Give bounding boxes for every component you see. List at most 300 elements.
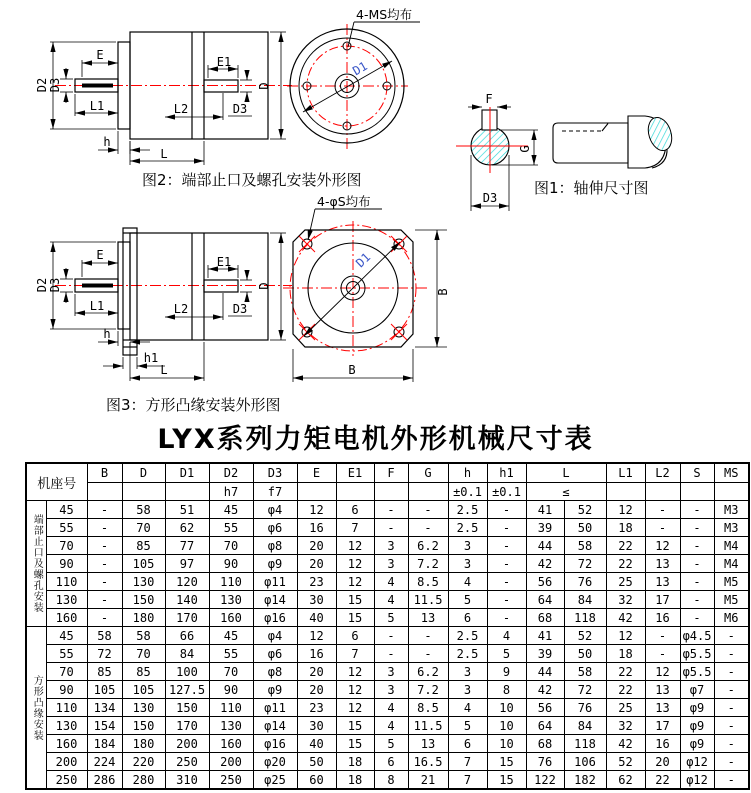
column-subheader: ≤ xyxy=(526,483,606,501)
table-row xyxy=(26,537,749,555)
table-cell: 280 xyxy=(122,771,165,790)
table-cell: 118 xyxy=(564,735,606,753)
table-cell: 52 xyxy=(564,501,606,519)
column-subheader xyxy=(297,483,336,501)
table-cell: 58 xyxy=(122,627,165,645)
table-header xyxy=(26,463,749,501)
table-cell: - xyxy=(645,501,680,519)
table-cell: 15 xyxy=(487,771,526,790)
table-cell: φ25 xyxy=(253,771,297,790)
table-cell: 11.5 xyxy=(408,717,448,735)
table-cell: 39 xyxy=(526,519,564,537)
table-cell: 77 xyxy=(165,537,209,555)
table-cell: 160 xyxy=(209,735,253,753)
table-cell: 16 xyxy=(297,645,336,663)
table-cell: 11.5 xyxy=(408,591,448,609)
table-cell: - xyxy=(487,609,526,627)
keyway-mark xyxy=(82,284,113,288)
dim-label-d3: D3 xyxy=(232,102,248,116)
table-cell: 6 xyxy=(336,627,374,645)
table-cell: 16 xyxy=(645,609,680,627)
table-cell: 13 xyxy=(645,555,680,573)
table-cell: 45 xyxy=(209,501,253,519)
table-cell: - xyxy=(374,519,408,537)
table-cell: 13 xyxy=(408,609,448,627)
fig3-bolt-note: 4-φS均布 xyxy=(317,194,371,209)
column-subheader xyxy=(336,483,374,501)
table-cell: 100 xyxy=(165,663,209,681)
table-cell: - xyxy=(408,519,448,537)
table-cell: 130 xyxy=(122,699,165,717)
column-header: D xyxy=(122,463,165,483)
fig3-front-dimensions xyxy=(293,230,447,382)
dim-label-d3: D3 xyxy=(482,191,498,205)
table-cell: φ11 xyxy=(253,573,297,591)
table-cell: 84 xyxy=(564,717,606,735)
table-cell: - xyxy=(87,573,122,591)
table-cell: 55 xyxy=(209,519,253,537)
table-cell: 44 xyxy=(526,537,564,555)
table-cell: 120 xyxy=(165,573,209,591)
table-cell: 70 xyxy=(209,537,253,555)
table-cell: 4 xyxy=(374,573,408,591)
dim-label-l2: L2 xyxy=(173,102,189,116)
table-cell: - xyxy=(87,555,122,573)
table-cell: φ14 xyxy=(253,591,297,609)
table-cell: 40 xyxy=(297,609,336,627)
table-cell: 12 xyxy=(297,627,336,645)
row-header-cell: 70 xyxy=(46,537,87,555)
dim-label-l: L xyxy=(160,363,168,377)
fig2-dimensions xyxy=(50,32,286,165)
table-cell: 68 xyxy=(526,609,564,627)
table-cell: - xyxy=(487,537,526,555)
table-cell: 150 xyxy=(122,591,165,609)
table-cell: 13 xyxy=(408,735,448,753)
column-subheader: ±0.1 xyxy=(448,483,487,501)
row-group-label: 端部止口及螺孔安装 xyxy=(26,501,46,627)
row-header-cell: 45 xyxy=(46,501,87,519)
table-cell: 25 xyxy=(606,573,645,591)
fig2-caption: 图2：端部止口及螺孔安装外形图 xyxy=(142,171,362,189)
table-cell: 41 xyxy=(526,501,564,519)
table-cell: 150 xyxy=(165,699,209,717)
table-cell: 4 xyxy=(374,591,408,609)
table-cell: - xyxy=(87,501,122,519)
table-cell: - xyxy=(645,645,680,663)
table-cell: 58 xyxy=(564,537,606,555)
table-cell: 50 xyxy=(297,753,336,771)
column-header: MS xyxy=(714,463,749,483)
table-cell: 15 xyxy=(487,753,526,771)
table-cell: 4 xyxy=(374,717,408,735)
table-cell: 220 xyxy=(122,753,165,771)
fig3-dimensions xyxy=(50,233,286,381)
column-subheader: h7 xyxy=(209,483,253,501)
table-cell: M5 xyxy=(714,573,749,591)
table-cell: 20 xyxy=(297,663,336,681)
table-cell: - xyxy=(680,573,714,591)
table-cell: 6.2 xyxy=(408,663,448,681)
shaft-break-mark xyxy=(644,114,675,153)
table-cell: φ6 xyxy=(253,645,297,663)
table-cell: 154 xyxy=(87,717,122,735)
table-cell: 62 xyxy=(606,771,645,790)
table-cell: 6.2 xyxy=(408,537,448,555)
table-cell: 12 xyxy=(645,537,680,555)
table-cell: 8.5 xyxy=(408,699,448,717)
table-cell: 6 xyxy=(448,609,487,627)
table-cell: 5 xyxy=(487,645,526,663)
table-cell: 12 xyxy=(336,555,374,573)
table-cell: - xyxy=(374,501,408,519)
table-cell: 3 xyxy=(448,681,487,699)
table-cell: 85 xyxy=(122,537,165,555)
table-cell: 4 xyxy=(448,573,487,591)
table-cell: φ9 xyxy=(680,735,714,753)
table-cell: 64 xyxy=(526,717,564,735)
table-cell: 58 xyxy=(87,627,122,645)
table-row xyxy=(26,573,749,591)
table-cell: 85 xyxy=(122,663,165,681)
column-subheader xyxy=(606,483,645,501)
table-cell: 8.5 xyxy=(408,573,448,591)
column-header: E xyxy=(297,463,336,483)
dim-label-e: E xyxy=(96,248,104,262)
table-cell: 110 xyxy=(209,573,253,591)
table-cell: 58 xyxy=(122,501,165,519)
column-subheader xyxy=(680,483,714,501)
table-cell: 21 xyxy=(408,771,448,790)
table-cell: 32 xyxy=(606,591,645,609)
row-header-cell: 200 xyxy=(46,753,87,771)
table-cell: 42 xyxy=(526,681,564,699)
table-cell: 118 xyxy=(564,609,606,627)
table-row xyxy=(26,735,749,753)
table-cell: 105 xyxy=(122,681,165,699)
table-cell: 13 xyxy=(645,699,680,717)
table-cell: 2.5 xyxy=(448,627,487,645)
dim-label-d3: D3 xyxy=(232,302,248,316)
table-cell: 2.5 xyxy=(448,645,487,663)
table-cell: 12 xyxy=(336,681,374,699)
table-cell: 105 xyxy=(87,681,122,699)
table-cell: 52 xyxy=(606,753,645,771)
table-cell: φ20 xyxy=(253,753,297,771)
dim-label-e1: E1 xyxy=(216,55,232,69)
table-cell: 55 xyxy=(209,645,253,663)
table-cell: 224 xyxy=(87,753,122,771)
table-cell: 127.5 xyxy=(165,681,209,699)
table-cell: 12 xyxy=(606,501,645,519)
table-cell: 76 xyxy=(564,699,606,717)
table-cell: 76 xyxy=(526,753,564,771)
table-cell: - xyxy=(680,537,714,555)
table-cell: φ9 xyxy=(680,699,714,717)
table-cell: 130 xyxy=(122,573,165,591)
table-cell: 286 xyxy=(87,771,122,790)
table-cell: 42 xyxy=(526,555,564,573)
table-cell: 10 xyxy=(487,699,526,717)
table-cell: - xyxy=(487,555,526,573)
table-cell: 170 xyxy=(165,717,209,735)
table-cell: M3 xyxy=(714,519,749,537)
column-header: L xyxy=(526,463,606,483)
table-cell: 16 xyxy=(645,735,680,753)
dim-label-e1: E1 xyxy=(216,255,232,269)
table-row xyxy=(26,609,749,627)
table-cell: 39 xyxy=(526,645,564,663)
table-cell: - xyxy=(374,645,408,663)
dim-label-h: h xyxy=(103,135,111,149)
fig3-caption: 图3：方形凸缘安装外形图 xyxy=(106,396,281,414)
table-cell: φ5.5 xyxy=(680,663,714,681)
table-cell: 58 xyxy=(564,663,606,681)
fig2-flange-front-view xyxy=(287,7,420,150)
row-header-cell: 130 xyxy=(46,717,87,735)
table-cell: - xyxy=(680,609,714,627)
table-cell: - xyxy=(87,519,122,537)
column-subheader xyxy=(165,483,209,501)
row-header-cell: 90 xyxy=(46,555,87,573)
table-cell: 140 xyxy=(165,591,209,609)
dim-label-d1: D1 xyxy=(350,58,370,79)
table-cell: 310 xyxy=(165,771,209,790)
table-cell: 17 xyxy=(645,717,680,735)
dim-label-d2: D2 xyxy=(35,77,49,93)
table-cell: 51 xyxy=(165,501,209,519)
table-cell: 68 xyxy=(526,735,564,753)
dim-label-d2: D2 xyxy=(35,277,49,293)
table-cell: 5 xyxy=(374,609,408,627)
table-cell: 22 xyxy=(606,537,645,555)
table-cell: 4 xyxy=(374,699,408,717)
table-cell: 20 xyxy=(645,753,680,771)
table-cell: 45 xyxy=(209,627,253,645)
dim-label-l1: L1 xyxy=(89,299,105,313)
column-header: D3 xyxy=(253,463,297,483)
table-cell: 84 xyxy=(165,645,209,663)
table-cell: 18 xyxy=(336,771,374,790)
table-cell: 13 xyxy=(645,573,680,591)
table-cell: - xyxy=(87,609,122,627)
table-row xyxy=(26,717,749,735)
table-cell: 76 xyxy=(564,573,606,591)
column-subheader: f7 xyxy=(253,483,297,501)
table-cell: φ9 xyxy=(680,717,714,735)
table-cell: 41 xyxy=(526,627,564,645)
table-cell: 70 xyxy=(122,519,165,537)
table-cell: 22 xyxy=(606,681,645,699)
table-cell: - xyxy=(680,591,714,609)
table-cell: 40 xyxy=(297,735,336,753)
table-cell: 5 xyxy=(448,717,487,735)
table-cell: 7.2 xyxy=(408,681,448,699)
table-cell: 72 xyxy=(564,681,606,699)
table-cell: 52 xyxy=(564,627,606,645)
dim-label-l1: L1 xyxy=(89,99,105,113)
table-cell: - xyxy=(487,573,526,591)
table-cell: 90 xyxy=(209,681,253,699)
table-cell: 6 xyxy=(448,735,487,753)
column-header: B xyxy=(87,463,122,483)
column-header: L2 xyxy=(645,463,680,483)
column-header: D1 xyxy=(165,463,209,483)
table-row xyxy=(26,753,749,771)
table-cell: φ6 xyxy=(253,519,297,537)
table-cell: φ8 xyxy=(253,663,297,681)
table-cell: 42 xyxy=(606,735,645,753)
row-header-cell: 55 xyxy=(46,645,87,663)
table-cell: M3 xyxy=(714,501,749,519)
fig2-bolt-note: 4-MS均布 xyxy=(356,7,413,22)
table-cell: 44 xyxy=(526,663,564,681)
column-subheader xyxy=(408,483,448,501)
table-cell: 12 xyxy=(606,627,645,645)
table-cell: 15 xyxy=(336,609,374,627)
table-cell: - xyxy=(714,663,749,681)
table-row xyxy=(26,663,749,681)
table-cell: 6 xyxy=(336,501,374,519)
table-cell: 15 xyxy=(336,591,374,609)
table-cell: 66 xyxy=(165,627,209,645)
table-cell: φ4.5 xyxy=(680,627,714,645)
column-header: h xyxy=(448,463,487,483)
table-cell: 184 xyxy=(87,735,122,753)
table-cell: 17 xyxy=(645,591,680,609)
table-cell: 12 xyxy=(336,573,374,591)
dim-label-e: E xyxy=(96,48,104,62)
table-cell: - xyxy=(487,501,526,519)
table-cell: 23 xyxy=(297,699,336,717)
table-cell: 23 xyxy=(297,573,336,591)
column-header-frame-size: 机座号 xyxy=(26,463,87,501)
fig1-shaft-view xyxy=(456,92,676,211)
table-row xyxy=(26,519,749,537)
column-header: F xyxy=(374,463,408,483)
table-cell: 3 xyxy=(374,555,408,573)
table-cell: 12 xyxy=(336,663,374,681)
row-header-cell: 160 xyxy=(46,735,87,753)
table-cell: φ4 xyxy=(253,501,297,519)
table-cell: - xyxy=(487,519,526,537)
table-cell: 180 xyxy=(122,735,165,753)
column-subheader xyxy=(645,483,680,501)
table-cell: 22 xyxy=(606,663,645,681)
table-cell: 50 xyxy=(564,645,606,663)
dim-label-g: G xyxy=(518,145,532,153)
table-cell: - xyxy=(408,501,448,519)
table-cell: φ5.5 xyxy=(680,645,714,663)
table-cell: - xyxy=(714,645,749,663)
table-cell: 3 xyxy=(374,663,408,681)
table-cell: 22 xyxy=(645,771,680,790)
dim-label-b: B xyxy=(348,363,356,377)
table-cell: - xyxy=(374,627,408,645)
table-cell: 200 xyxy=(209,753,253,771)
table-cell: 42 xyxy=(606,609,645,627)
table-cell: 5 xyxy=(448,591,487,609)
table-cell: 122 xyxy=(526,771,564,790)
table-cell: - xyxy=(87,591,122,609)
table-row xyxy=(26,645,749,663)
table-cell: 182 xyxy=(564,771,606,790)
keyway-mark xyxy=(82,84,113,88)
table-cell: 5 xyxy=(374,735,408,753)
fig2-side-view xyxy=(35,32,362,189)
fig3-flange-front-view xyxy=(283,194,450,382)
table-cell: 7 xyxy=(448,771,487,790)
table-cell: 3 xyxy=(448,663,487,681)
table-row xyxy=(26,627,749,645)
table-cell: - xyxy=(87,537,122,555)
dim-label-d3: D3 xyxy=(48,77,62,93)
table-cell: 4 xyxy=(487,627,526,645)
table-cell: 160 xyxy=(209,609,253,627)
fig1-caption: 图1：轴伸尺寸图 xyxy=(534,179,649,197)
table-cell: 105 xyxy=(122,555,165,573)
table-cell: φ11 xyxy=(253,699,297,717)
page-title: LYX系列力矩电机外形机械尺寸表 xyxy=(157,424,594,455)
table-cell: M6 xyxy=(714,609,749,627)
row-header-cell: 250 xyxy=(46,771,87,790)
column-header: E1 xyxy=(336,463,374,483)
table-cell: 18 xyxy=(336,753,374,771)
table-row xyxy=(26,771,749,790)
table-cell: φ8 xyxy=(253,537,297,555)
table-cell: 12 xyxy=(645,663,680,681)
table-cell: 18 xyxy=(606,645,645,663)
table-cell: 7 xyxy=(336,519,374,537)
column-subheader xyxy=(374,483,408,501)
table-cell: - xyxy=(680,519,714,537)
table-row xyxy=(26,681,749,699)
table-cell: 3 xyxy=(374,681,408,699)
table-cell: φ14 xyxy=(253,717,297,735)
table-cell: 250 xyxy=(209,771,253,790)
table-cell: 20 xyxy=(297,681,336,699)
table-cell: φ4 xyxy=(253,627,297,645)
table-cell: 200 xyxy=(165,735,209,753)
table-cell: 15 xyxy=(336,735,374,753)
column-header: G xyxy=(408,463,448,483)
table-cell: 130 xyxy=(209,591,253,609)
table-cell: φ7 xyxy=(680,681,714,699)
table-row xyxy=(26,699,749,717)
column-header: h1 xyxy=(487,463,526,483)
dim-label-d3: D3 xyxy=(48,277,62,293)
table-cell: 106 xyxy=(564,753,606,771)
column-header: L1 xyxy=(606,463,645,483)
table-cell: 110 xyxy=(209,699,253,717)
table-cell: φ16 xyxy=(253,735,297,753)
table-cell: 9 xyxy=(487,663,526,681)
table-cell: 84 xyxy=(564,591,606,609)
table-cell: 12 xyxy=(336,537,374,555)
fig3-side-view xyxy=(35,228,292,414)
dim-label-f: F xyxy=(485,92,493,106)
table-body xyxy=(26,501,749,790)
table-cell: M4 xyxy=(714,555,749,573)
table-cell: 10 xyxy=(487,735,526,753)
table-cell: 7 xyxy=(448,753,487,771)
dim-label-l2: L2 xyxy=(173,302,189,316)
table-cell: 97 xyxy=(165,555,209,573)
table-cell: 60 xyxy=(297,771,336,790)
row-header-cell: 160 xyxy=(46,609,87,627)
column-header: S xyxy=(680,463,714,483)
dimension-table xyxy=(25,462,750,790)
